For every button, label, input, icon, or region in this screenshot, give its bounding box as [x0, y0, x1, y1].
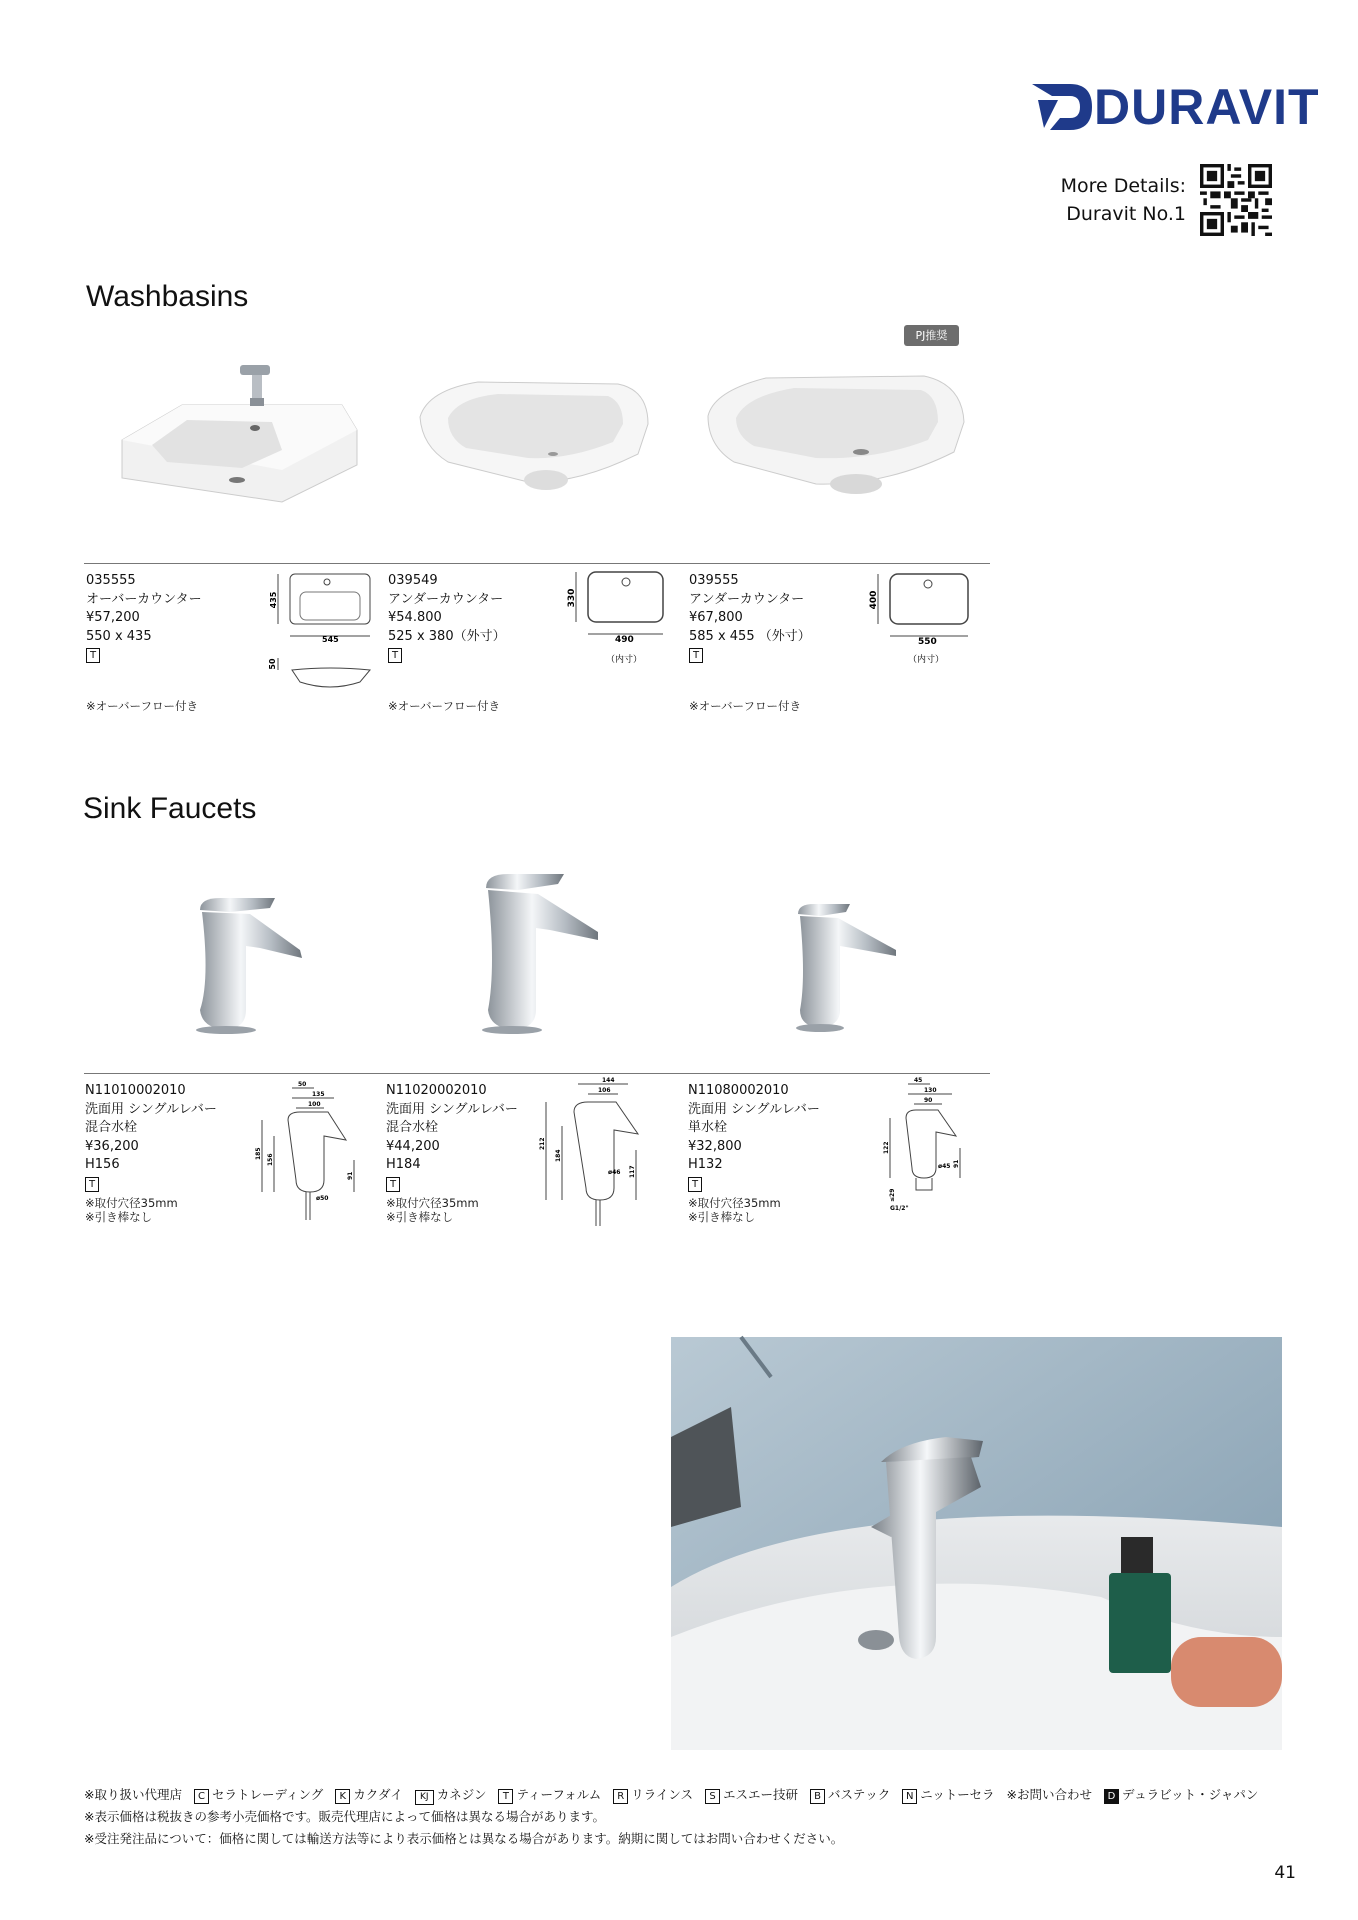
dealer-list	[84, 1785, 1258, 1805]
dealer-key: S	[705, 1789, 720, 1804]
product-price: ¥36,200	[85, 1138, 139, 1154]
product-price: ¥32,800	[688, 1138, 742, 1154]
faucet-notes	[85, 1196, 178, 1224]
dealer-name: カネジン	[436, 1787, 487, 1802]
faucet-notes	[688, 1196, 781, 1224]
dealer-name: カクダイ	[353, 1787, 403, 1802]
dim-2: 106	[598, 1087, 611, 1094]
faucet-image-n11010002010	[190, 890, 310, 1035]
dimension-drawing-n11080002010	[880, 1078, 970, 1218]
no-pull-rod-note: ※引き棒なし	[85, 1210, 153, 1224]
dim-7: ≤29	[889, 1188, 896, 1202]
duravit-swoosh-icon	[1030, 78, 1096, 136]
dim-2: 130	[924, 1087, 937, 1094]
dimension-drawing-039555	[870, 570, 980, 665]
dim-width: 490	[615, 635, 634, 645]
mounting-hole-note: ※取付穴径35mm	[688, 1196, 781, 1210]
product-price: ¥67,800	[689, 610, 743, 625]
contact-key: D	[1104, 1789, 1119, 1804]
no-pull-rod-note: ※引き棒なし	[688, 1210, 756, 1224]
product-size: 550 x 435	[86, 628, 152, 644]
washbasins-title: Washbasins	[86, 280, 249, 313]
dealer-name: セラトレーディング	[211, 1787, 324, 1802]
faucets-divider	[84, 1073, 990, 1074]
dealer-tag: T	[689, 648, 703, 663]
dimension-drawing-n11020002010	[538, 1078, 648, 1230]
basin-image-035555	[112, 360, 372, 510]
dealer-key: B	[810, 1789, 825, 1804]
dim-7: ø50	[316, 1195, 329, 1202]
contact-name: デュラビット・ジャパン	[1122, 1787, 1259, 1802]
dealer-name: ニットーセラ	[920, 1787, 995, 1802]
dealer-name: エスエー技研	[723, 1787, 799, 1802]
dim-5: 156	[267, 1153, 274, 1166]
product-name-line1: 洗面用 シングルレバー	[85, 1101, 217, 1117]
dim-5: 91	[953, 1159, 960, 1168]
overflow-note: ※オーバーフロー付き	[388, 699, 500, 713]
dim-3: 212	[539, 1137, 546, 1150]
dim-height: 400	[869, 590, 879, 610]
product-height: H184	[386, 1157, 421, 1172]
product-price: ¥57,200	[86, 610, 140, 625]
dim-6: 91	[347, 1171, 354, 1180]
product-size: 525 x 380（外寸）	[388, 628, 506, 644]
dim-5: 117	[629, 1165, 636, 1178]
faucet-image-n11080002010	[790, 898, 905, 1033]
faucet-image-n11020002010	[478, 868, 608, 1036]
more-details-line2: Duravit No.1	[1066, 203, 1186, 225]
overflow-note: ※オーバーフロー付き	[689, 699, 801, 713]
dim-4: 122	[883, 1141, 890, 1154]
product-price: ¥54.800	[388, 610, 442, 625]
logo-wordmark: DURAVIT	[1094, 79, 1320, 135]
price-note: ※表示価格は税抜きの参考小売価格です。販売代理店によって価格は異なる場合があります。	[84, 1809, 605, 1824]
basin-product-039555	[689, 572, 811, 665]
dim-3: 100	[308, 1101, 321, 1108]
dealer-key: C	[194, 1789, 209, 1804]
product-name-line2: 混合水栓	[85, 1120, 138, 1135]
inner-size-caption: （内寸）	[606, 655, 643, 665]
dim-1: 45	[914, 1077, 923, 1084]
dim-width: 545	[322, 635, 339, 644]
lifestyle-photo	[671, 1337, 1282, 1750]
dim-depth: 50	[268, 658, 277, 670]
overflow-note: ※オーバーフロー付き	[86, 699, 198, 713]
product-code: 035555	[86, 573, 136, 588]
product-size: 585 x 455 （外寸）	[689, 628, 811, 644]
product-code: N11020002010	[386, 1083, 487, 1098]
duravit-logo	[1030, 78, 1320, 136]
dim-8: G1/2"	[890, 1205, 909, 1212]
dim-1: 50	[298, 1081, 307, 1088]
dealer-tag: T	[86, 648, 100, 663]
dealer-key: N	[902, 1789, 917, 1804]
dim-6: ø46	[608, 1169, 621, 1176]
dealer-key: T	[498, 1789, 513, 1804]
product-type: アンダーカウンター	[388, 591, 504, 607]
washbasins-divider	[84, 563, 990, 564]
dim-4: 184	[555, 1149, 562, 1162]
mounting-hole-note: ※取付穴径35mm	[85, 1196, 178, 1210]
product-name-line1: 洗面用 シングルレバー	[688, 1101, 820, 1117]
dealer-name: バステック	[828, 1787, 891, 1802]
more-details-line1: More Details:	[1060, 175, 1186, 197]
product-code: N11010002010	[85, 1083, 186, 1098]
basin-image-039555	[706, 366, 968, 496]
product-code: N11080002010	[688, 1083, 789, 1098]
inner-size-caption: （内寸）	[908, 655, 945, 665]
product-code: 039555	[689, 573, 739, 588]
product-price: ¥44,200	[386, 1138, 440, 1154]
dim-width: 550	[918, 637, 937, 647]
dim-3: 90	[924, 1097, 933, 1104]
dim-height: 435	[269, 591, 278, 609]
dim-2: 135	[312, 1091, 325, 1098]
dealer-key: KJ	[415, 1790, 434, 1805]
product-type: アンダーカウンター	[689, 591, 805, 607]
dimension-drawing-035555	[270, 570, 380, 705]
sink-faucets-title: Sink Faucets	[83, 792, 257, 825]
dealer-tag: T	[688, 1177, 702, 1192]
dealer-name: ティーフォルム	[516, 1787, 602, 1802]
product-code: 039549	[388, 573, 438, 588]
basin-product-035555	[86, 572, 202, 665]
dealer-name: リラインス	[631, 1787, 693, 1802]
faucet-product-n11020002010	[386, 1082, 518, 1193]
dimension-drawing-039549	[560, 570, 675, 665]
pj-recommend-badge: PJ推奨	[904, 325, 959, 346]
product-name-line2: 混合水栓	[386, 1120, 439, 1135]
page-number: 41	[1274, 1863, 1296, 1883]
basin-product-039549	[388, 572, 506, 665]
faucet-product-n11010002010	[85, 1082, 217, 1193]
faucet-notes	[386, 1196, 479, 1224]
dim-height: 330	[567, 588, 577, 608]
dealer-key: R	[613, 1789, 628, 1804]
product-type: オーバーカウンター	[86, 591, 202, 607]
dim-6: ø45	[938, 1163, 951, 1170]
basin-image-039549	[418, 372, 650, 492]
mounting-hole-note: ※取付穴径35mm	[386, 1196, 479, 1210]
order-note: ※受注発注品について：価格に関しては輸送方法等により表示価格とは異なる場合があります。納期に関してはお問い合わせください。	[84, 1831, 844, 1846]
dealer-tag: T	[388, 648, 402, 663]
dealer-key: K	[335, 1789, 350, 1804]
dim-1: 144	[602, 1077, 615, 1084]
product-name-line1: 洗面用 シングルレバー	[386, 1101, 518, 1117]
dimension-drawing-n11010002010	[254, 1080, 364, 1228]
faucet-product-n11080002010	[688, 1082, 820, 1193]
product-height: H156	[85, 1157, 120, 1172]
dealers-label: ※取り扱い代理店	[84, 1787, 182, 1802]
dim-4: 185	[255, 1147, 262, 1160]
dealer-tag: T	[386, 1177, 400, 1192]
no-pull-rod-note: ※引き棒なし	[386, 1210, 454, 1224]
qr-code-icon[interactable]	[1200, 164, 1272, 236]
dealer-tag: T	[85, 1177, 99, 1192]
product-name-line2: 単水栓	[688, 1120, 728, 1135]
contact-label: ※お問い合わせ	[1006, 1787, 1093, 1802]
more-details	[1061, 172, 1186, 228]
product-height: H132	[688, 1157, 723, 1172]
